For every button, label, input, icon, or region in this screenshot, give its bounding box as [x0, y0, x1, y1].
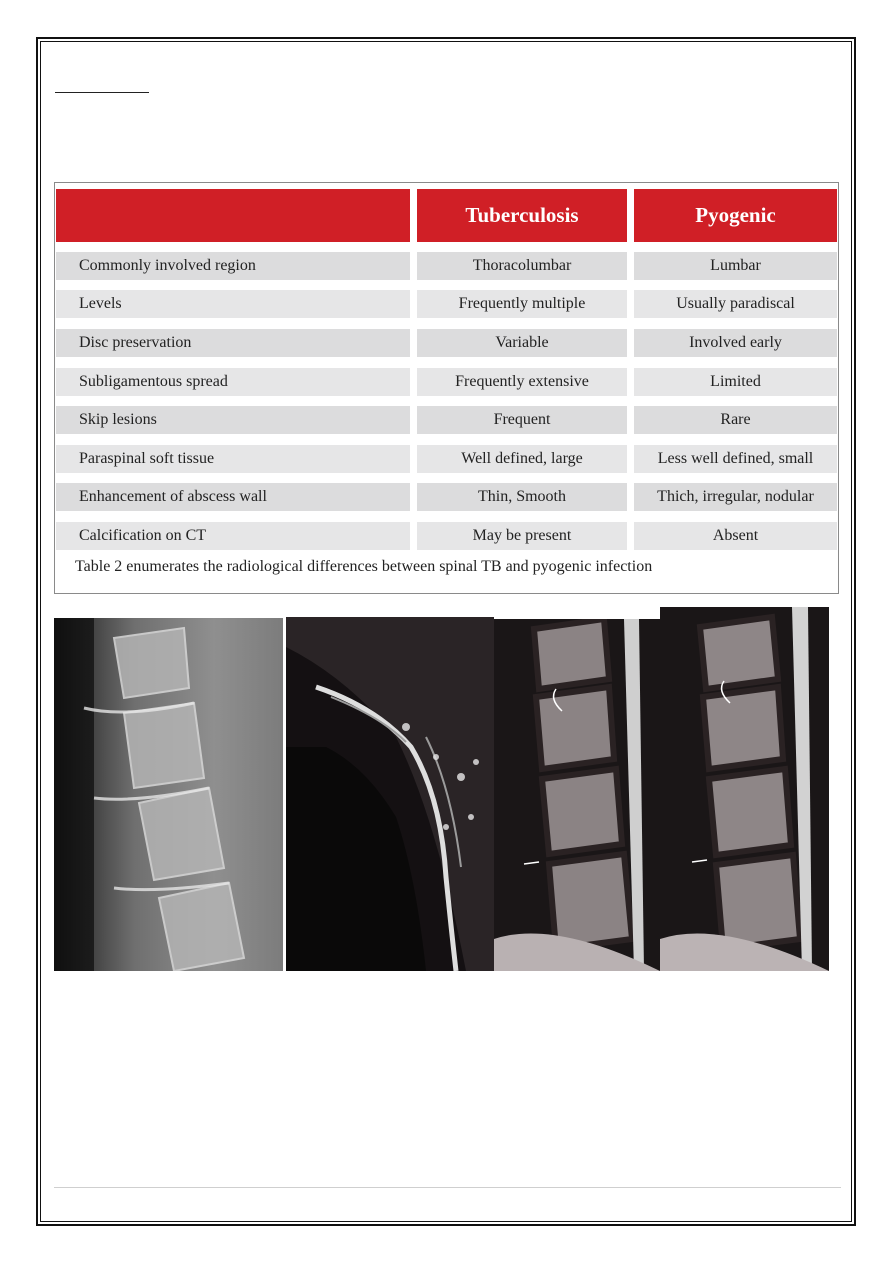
table-row-pyogenic: Usually paradiscal — [634, 290, 837, 318]
table-row-feature: Subligamentous spread — [56, 368, 410, 396]
table-row-feature: Levels — [56, 290, 410, 318]
footer-rule — [54, 1187, 841, 1188]
table-row-pyogenic: Involved early — [634, 329, 837, 357]
table-row-tb: Thoracolumbar — [417, 252, 627, 280]
table-row-tb: Well defined, large — [417, 445, 627, 473]
table-row-tb: Variable — [417, 329, 627, 357]
xray-lateral-spine — [54, 618, 283, 971]
table-caption: Table 2 enumerates the radiological differences between spinal TB and pyogenic infection — [75, 558, 653, 575]
table-row-pyogenic: Lumbar — [634, 252, 837, 280]
table-row-pyogenic: Less well defined, small — [634, 445, 837, 473]
table-row-pyogenic: Thich, irregular, nodular — [634, 483, 837, 511]
mri-sagittal-cervicothoracic — [286, 617, 494, 971]
table-row-feature: Commonly involved region — [56, 252, 410, 280]
table-row-feature: Disc preservation — [56, 329, 410, 357]
mri-sagittal-lumbar-2 — [660, 607, 829, 971]
table-row-pyogenic: Limited — [634, 368, 837, 396]
header-pyogenic: Pyogenic — [634, 189, 837, 242]
table-row-feature: Paraspinal soft tissue — [56, 445, 410, 473]
table-row-tb: Frequently multiple — [417, 290, 627, 318]
header-tuberculosis: Tuberculosis — [417, 189, 627, 242]
header-feature — [56, 189, 410, 242]
table-row-tb: Thin, Smooth — [417, 483, 627, 511]
table-row-feature: Enhancement of abscess wall — [56, 483, 410, 511]
table-row-feature: Calcification on CT — [56, 522, 410, 550]
table-row-tb: May be present — [417, 522, 627, 550]
table-row-tb: Frequent — [417, 406, 627, 434]
table-row-pyogenic: Absent — [634, 522, 837, 550]
table-row-feature: Skip lesions — [56, 406, 410, 434]
mri-sagittal-lumbar-1 — [494, 619, 660, 971]
table-row-tb: Frequently extensive — [417, 368, 627, 396]
table-row-pyogenic: Rare — [634, 406, 837, 434]
heading-underline — [55, 92, 149, 93]
